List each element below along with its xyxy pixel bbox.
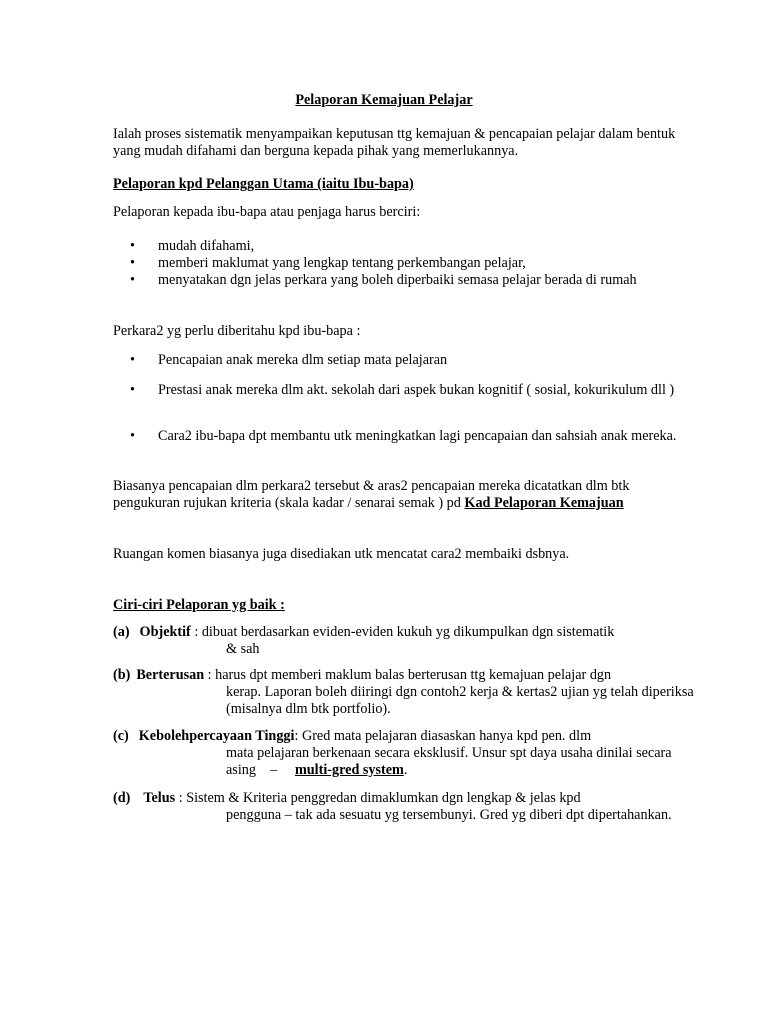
bullet-icon: • [130,428,135,444]
list-item: • Cara2 ibu-bapa dpt membantu utk meningkatkan lagi pencapaian dan sahsiah anak mereka. [130,428,677,444]
section-heading-criteria: Ciri-ciri Pelaporan yg baik : [113,597,285,613]
list-item: • Prestasi anak mereka dlm akt. sekolah dari aspek bukan kognitif ( sosial, kokurikulum dll ) [130,382,675,398]
page-title: Pelaporan Kemajuan Pelajar [295,92,473,108]
parents-lead: Pelaporan kepada ibu-bapa atau penjaga harus berciri: [113,204,421,220]
criterion-c: (c) Kebolehpercayaan Tinggi: Gred mata pelajaran diasaskan hanya kpd pen. dlm mata pelajaran berkenaan secara eksklusif. Unsur spt daya usaha dinilai secara asing – multi-gred system. [113,728,672,778]
record-paragraph: Biasanya pencapaian dlm perkara2 tersebut & aras2 pencapaian mereka dicatatkan dlm btk pengukuran rujukan kriteria (skala kadar / senarai semak ) pd Kad Pelaporan Kemajuan [113,478,630,511]
bullet-icon: • [130,238,135,254]
bullet-icon: • [130,255,135,271]
info-list-3 [113,428,678,445]
bullet-icon: • [130,352,135,368]
list-item: • menyatakan dgn jelas perkara yang boleh diperbaiki semasa pelajar berada di rumah [130,272,637,288]
list-item: • Pencapaian anak mereka dlm setiap mata pelajaran [130,352,448,368]
criterion-term: Objektif [139,624,191,640]
criterion-term: Berterusan [136,667,205,683]
section-heading-parents: Pelaporan kpd Pelanggan Utama (iaitu Ibu-bapa) [113,176,414,192]
comment-paragraph: Ruangan komen biasanya juga disediakan utk mencatat cara2 membaiki dsbnya. [113,546,570,562]
info-list-2 [113,382,678,399]
criterion-term: Telus [143,790,176,806]
bullet-icon: • [130,272,135,288]
report-card-term: Kad Pelaporan Kemajuan [464,495,624,511]
feature-list [113,238,678,289]
criterion-term: Kebolehpercayaan Tinggi [138,728,295,744]
intro-paragraph: Ialah proses sistematik menyampaikan keputusan ttg kemajuan & pencapaian pelajar dalam bentuk yang mudah difahami dan berguna kepada pihak yang memerlukannya. [113,126,676,159]
criterion-d: (d) Telus : Sistem & Kriteria penggredan dimaklumkan dgn lengkap & jelas kpd pengguna – tak ada sesuatu yg tersembunyi. Gred yg diberi dpt dipertahankan. [113,790,672,823]
list-item: • memberi maklumat yang lengkap tentang perkembangan pelajar, [130,255,526,271]
criterion-a: (a) Objektif : dibuat berdasarkan eviden-eviden kukuh yg dikumpulkan dgn sistematik & sah [113,624,615,657]
list-item: • mudah difahami, [130,238,255,254]
bullet-icon: • [130,382,135,398]
info-lead: Perkara2 yg perlu diberitahu kpd ibu-bapa : [113,323,361,339]
multi-gred-term: multi-gred system [294,762,404,778]
criterion-b: (b) Berterusan : harus dpt memberi maklum balas berterusan ttg kemajuan pelajar dgn kerap. Laporan boleh diiringi dgn contoh2 kerja & kertas2 ujian yg telah diperiksa (misalnya dlm btk portfolio). [113,667,694,717]
info-list-1 [113,352,678,369]
